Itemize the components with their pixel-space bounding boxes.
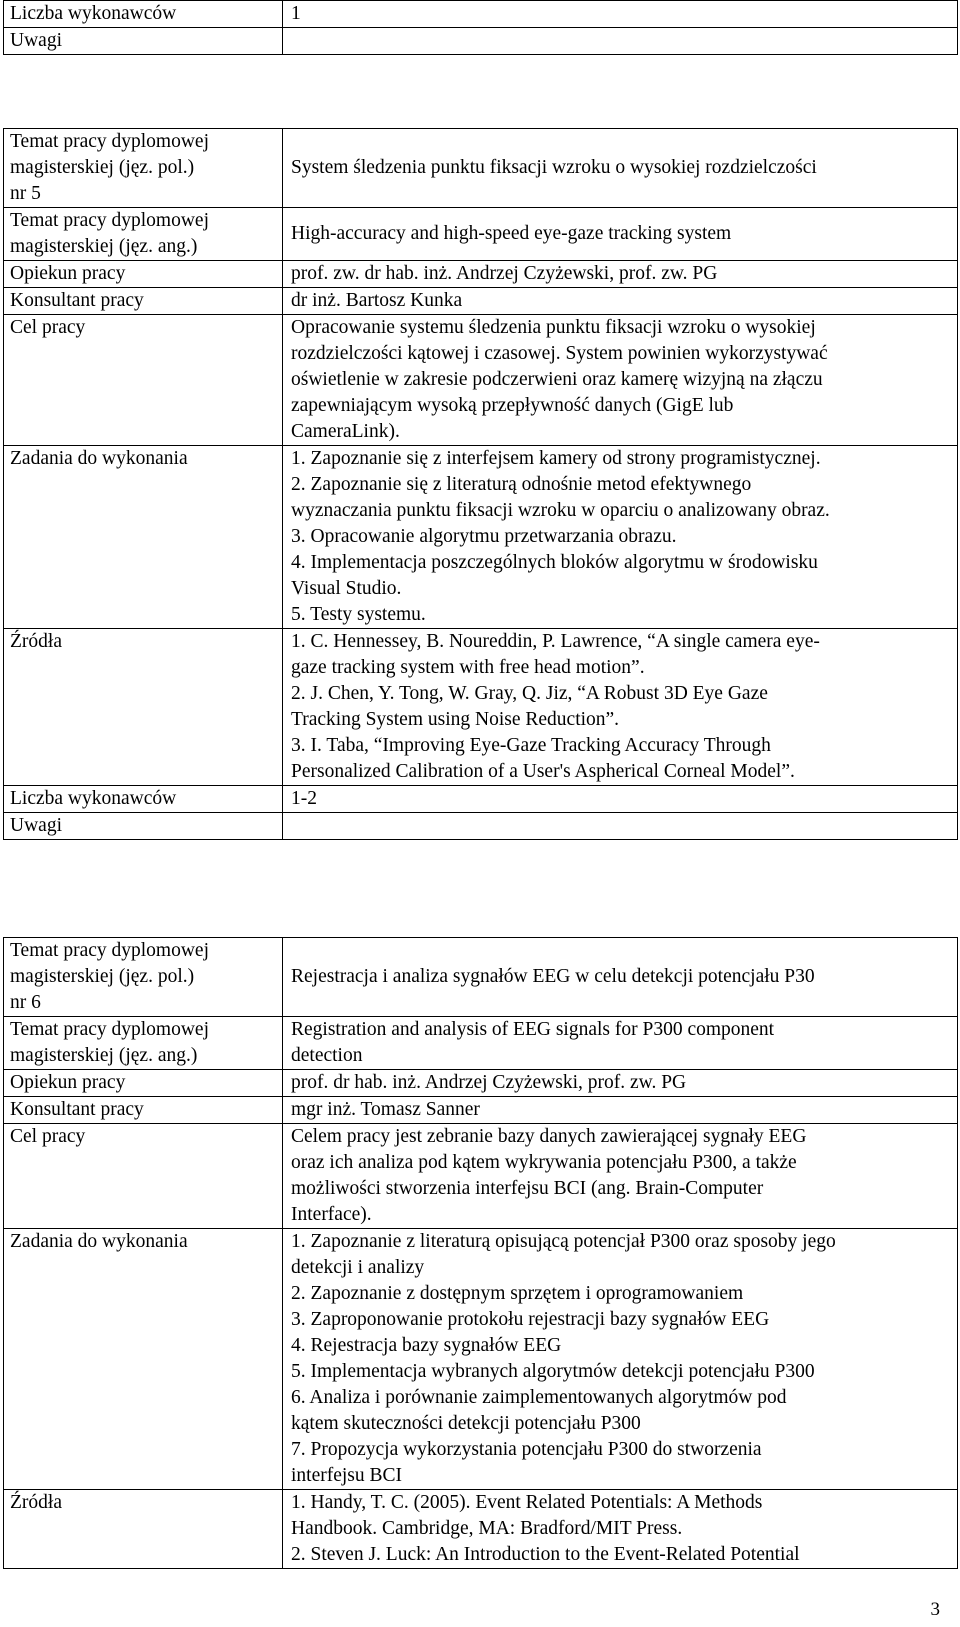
supervisor-value: prof. zw. dr hab. inż. Andrzej Czyżewski, prof. zw. PG [283,261,958,288]
consultant-label: Konsultant pracy [4,288,283,315]
title-en-value: High-accuracy and high-speed eye-gaze tracking system [283,208,958,261]
tasks-label: Zadania do wykonania [4,1229,283,1490]
previous-thesis-table-end [3,0,958,55]
consultant-value: dr inż. Bartosz Kunka [283,288,958,315]
title-pl-value: System śledzenia punktu fiksacji wzroku o wysokiej rozdzielczości [283,129,958,208]
sources-label: Źródła [4,1490,283,1569]
thesis-5-table [3,128,958,840]
supervisor-label: Opiekun pracy [4,1070,283,1097]
tasks-value: 1. Zapoznanie się z interfejsem kamery od strony programistycznej. 2. Zapoznanie się z literaturą odnośnie metod efektywnego wyznaczania punktu fiksacji wzroku w oparciu o analizowany obraz. 3. Opracowanie algorytmu przetwarzania obrazu. 4. Implementacja poszczególnych bloków algorytmu w środowisku Visual Studio. 5. Testy systemu. [283,446,958,629]
sources-value: 1. C. Hennessey, B. Noureddin, P. Lawrence, “A single camera eye- gaze tracking system with free head motion”. 2. J. Chen, Y. Tong, W. Gray, Q. Jiz, “A Robust 3D Eye Gaze Tracking System using Noise Reduction”. 3. I. Taba, “Improving Eye-Gaze Tracking Accuracy Through Personalized Calibration of a User's Aspherical Corneal Model”. [283,629,958,786]
goal-label: Cel pracy [4,1124,283,1229]
sources-label: Źródła [4,629,283,786]
count-label: Liczba wykonawców [4,786,283,813]
goal-value: Celem pracy jest zebranie bazy danych zawierającej sygnały EEG oraz ich analiza pod kątem wykrywania potencjału P300, a także możliwości stworzenia interfejsu BCI (ang. Brain-Computer Interface). [283,1124,958,1229]
goal-label: Cel pracy [4,315,283,446]
tasks-label: Zadania do wykonania [4,446,283,629]
title-pl-value: Rejestracja i analiza sygnałów EEG w celu detekcji potencjału P30 [283,938,958,1017]
notes-label: Uwagi [4,28,283,55]
count-value: 1 [283,1,958,28]
title-en-label: Temat pracy dyplomowej magisterskiej (jęz. ang.) [4,1017,283,1070]
notes-value [283,813,958,840]
title-pl-label: Temat pracy dyplomowej magisterskiej (jęz. pol.) nr 5 [4,129,283,208]
tasks-value: 1. Zapoznanie z literaturą opisującą potencjał P300 oraz sposoby jego detekcji i analizy 2. Zapoznanie z dostępnym sprzętem i oprogramowaniem 3. Zaproponowanie protokołu rejestracji bazy sygnałów EEG 4. Rejestracja bazy sygnałów EEG 5. Implementacja wybranych algorytmów detekcji potencjału P300 6. Analiza i porównanie zaimplementowanych algorytmów pod kątem skuteczności detekcji potencjału P300 7. Propozycja wykorzystania potencjału P300 do stworzenia interfejsu BCI [283,1229,958,1490]
supervisor-label: Opiekun pracy [4,261,283,288]
consultant-label: Konsultant pracy [4,1097,283,1124]
page-number: 3 [930,1599,940,1620]
supervisor-value: prof. dr hab. inż. Andrzej Czyżewski, prof. zw. PG [283,1070,958,1097]
goal-value: Opracowanie systemu śledzenia punktu fiksacji wzroku o wysokiej rozdzielczości kątowej i czasowej. System powinien wykorzystywać oświetlenie w zakresie podczerwieni oraz kamerę wizyjną na złączu zapewniającym wysoką przepływność danych (GigE lub CameraLink). [283,315,958,446]
thesis-6-table [3,937,958,1569]
consultant-value: mgr inż. Tomasz Sanner [283,1097,958,1124]
title-en-label: Temat pracy dyplomowej magisterskiej (jęz. ang.) [4,208,283,261]
notes-label: Uwagi [4,813,283,840]
count-value: 1-2 [283,786,958,813]
sources-value: 1. Handy, T. C. (2005). Event Related Potentials: A Methods Handbook. Cambridge, MA: Bradford/MIT Press. 2. Steven J. Luck: An Introduction to the Event-Related Potential [283,1490,958,1569]
title-en-value: Registration and analysis of EEG signals for P300 component detection [283,1017,958,1070]
title-pl-label: Temat pracy dyplomowej magisterskiej (jęz. pol.) nr 6 [4,938,283,1017]
count-label: Liczba wykonawców [4,1,283,28]
notes-value [283,28,958,55]
